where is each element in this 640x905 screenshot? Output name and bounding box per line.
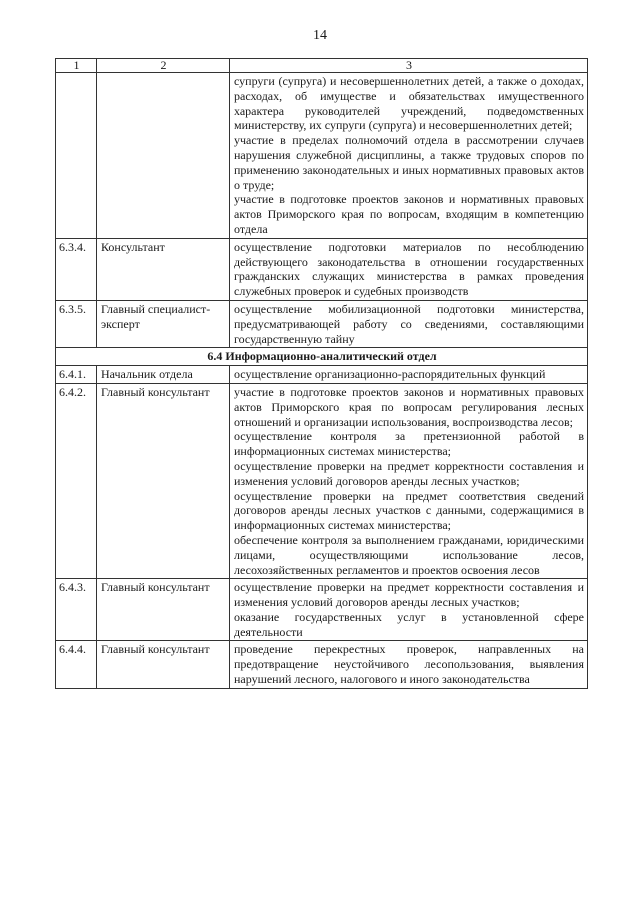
duty-text: участие в подготовке проектов законов и нормативных правовых актов Приморского края по вопросам регулирования лесных отношений и организации использования, воспроизводства лесов; [234, 384, 584, 429]
table-header-row [56, 59, 588, 73]
position-title: Главный консультант [97, 579, 230, 641]
page-number: 14 [313, 28, 327, 43]
duty-text: осуществление подготовки материалов по несоблюдению действующего законодательства в отношении государственных гражданских служащих министерства в рамках проведения служебных проверок и судебных производств [234, 239, 584, 299]
duty-text: осуществление мобилизационной подготовки министерства, предусматривающей работу со сведениями, составляющими государственную тайну [234, 301, 584, 346]
duty-text: супруги (супруга) и несовершеннолетних детей, а также о доходах, расходах, об имуществе и обязательствах имущественного характера руководителей учреждений, подведомственных министерству, их супруги (супруга) и несовершеннолетних детей; [234, 74, 584, 133]
duties-cell [230, 366, 588, 384]
duty-text: осуществление контроля за претензионной работой в информационных системах министерства; [234, 429, 584, 459]
duties-table [55, 58, 588, 689]
duty-text: обеспечение контроля за выполнением гражданами, юридическими лицами, осуществляющими использование лесов, лесохозяйственных регламентов и проектов освоения лесов [234, 532, 584, 577]
position-title: Главный консультант [97, 383, 230, 578]
duties-cell [230, 238, 588, 300]
duties-cell [230, 73, 588, 239]
position-title [97, 73, 230, 239]
position-title: Главный консультант [97, 641, 230, 688]
row-number: 6.4.1. [56, 366, 97, 384]
position-title: Главный специалист-эксперт [97, 300, 230, 347]
duty-text: осуществление проверки на предмет соответствия сведений договоров аренды лесных участков с данными, содержащимися в информационных системах министерства; [234, 488, 584, 533]
table-row [56, 300, 588, 347]
table-row [56, 73, 588, 239]
duty-text: участие в подготовке проектов законов и нормативных правовых актов Приморского края по вопросам, входящим в компетенцию отдела [234, 192, 584, 236]
duty-text: участие в пределах полномочий отдела в рассмотрении случаев нарушения служебной дисциплины, а также трудовых споров по применению законодательных и иных нормативных правовых актов о труде; [234, 133, 584, 192]
duty-text: осуществление проверки на предмет корректности составления и изменения условий договоров аренды лесных участков; [234, 458, 584, 488]
duties-cell [230, 383, 588, 578]
row-number [56, 73, 97, 239]
duty-text: осуществление организационно-распорядительных функций [234, 367, 546, 382]
duties-cell [230, 300, 588, 347]
table-row [56, 383, 588, 578]
duties-cell [230, 579, 588, 641]
column-number-1: 1 [56, 59, 97, 73]
duty-text: оказание государственных услуг в установленной сфере деятельности [234, 609, 584, 639]
row-number: 6.3.4. [56, 238, 97, 300]
row-number: 6.3.5. [56, 300, 97, 347]
row-number: 6.4.2. [56, 383, 97, 578]
section-title: 6.4 Информационно-аналитический отдел [56, 348, 588, 366]
column-number-3: 3 [230, 59, 588, 73]
position-title: Начальник отдела [97, 366, 230, 384]
position-title: Консультант [97, 238, 230, 300]
table-row [56, 579, 588, 641]
row-number: 6.4.4. [56, 641, 97, 688]
section-header-row [56, 348, 588, 366]
row-number: 6.4.3. [56, 579, 97, 641]
table-row [56, 238, 588, 300]
duty-text: осуществление проверки на предмет корректности составления и изменения условий договоров аренды лесных участков; [234, 580, 584, 610]
table-row [56, 641, 588, 688]
duty-text: проведение перекрестных проверок, направленных на предотвращение неустойчивого лесопользования, выявления нарушений лесного, налогового и иного законодательства [234, 642, 584, 687]
column-number-2: 2 [97, 59, 230, 73]
duties-cell [230, 641, 588, 688]
table-row [56, 366, 588, 384]
